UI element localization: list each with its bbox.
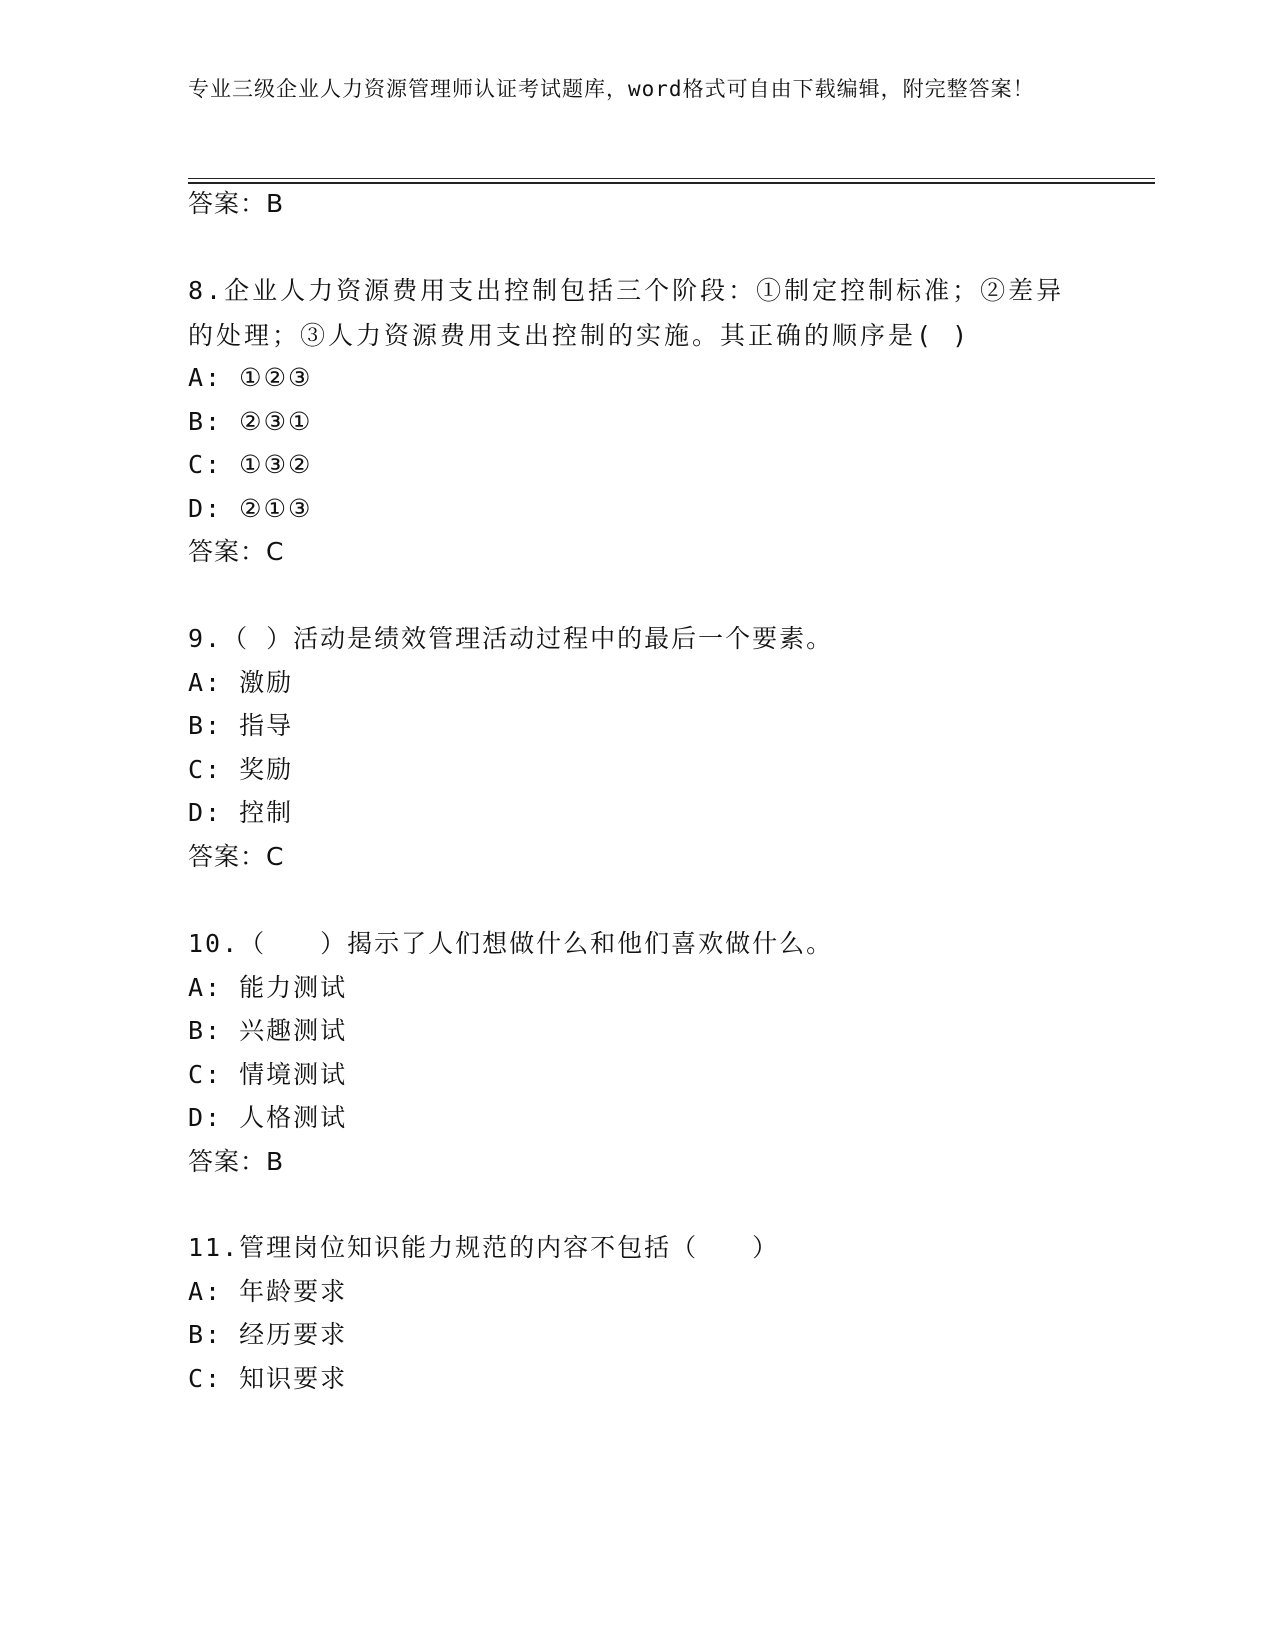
question-10-stem: 10.（ ）揭示了人们想做什么和他们喜欢做什么。 — [188, 929, 834, 958]
question-9-option-a: A: 激励 — [188, 668, 294, 697]
header-rule-thick — [188, 182, 1155, 184]
question-8-stem: 8.企业人力资源费用支出控制包括三个阶段：①制定控制标准；②差异的处理；③人力资源费用支出控制的实施。其正确的顺序是( ) — [188, 276, 1065, 350]
question-9-option-d: D: 控制 — [188, 798, 294, 827]
page-header: 专业三级企业人力资源管理师认证考试题库，word格式可自由下载编辑，附完整答案！ — [188, 77, 1035, 101]
question-9-answer: 答案：C — [188, 842, 285, 871]
question-10-option-b: B: 兴趣测试 — [188, 1016, 348, 1045]
question-10-option-c: C: 情境测试 — [188, 1060, 348, 1089]
question-11-option-a: A: 年龄要求 — [188, 1277, 348, 1306]
question-9-stem: 9.（ ）活动是绩效管理活动过程中的最后一个要素。 — [188, 624, 834, 653]
question-9-option-c: C: 奖励 — [188, 755, 294, 784]
question-8-option-a: A: ①②③ — [188, 363, 313, 392]
question-11-option-b: B: 经历要求 — [188, 1320, 348, 1349]
question-10-option-d: D: 人格测试 — [188, 1103, 348, 1132]
question-10-option-a: A: 能力测试 — [188, 973, 348, 1002]
question-11-stem: 11.管理岗位知识能力规范的内容不包括（ ） — [188, 1233, 780, 1262]
question-11-option-c: C: 知识要求 — [188, 1364, 348, 1393]
question-10-answer: 答案：B — [188, 1147, 285, 1176]
question-8-option-b: B: ②③① — [188, 407, 313, 436]
question-9-option-b: B: 指导 — [188, 711, 294, 740]
question-8-answer: 答案：C — [188, 537, 285, 566]
previous-answer: 答案：B — [188, 189, 285, 218]
question-8-option-d: D: ②①③ — [188, 494, 313, 523]
header-rule-thin — [188, 178, 1155, 179]
question-8-option-c: C: ①③② — [188, 450, 313, 479]
